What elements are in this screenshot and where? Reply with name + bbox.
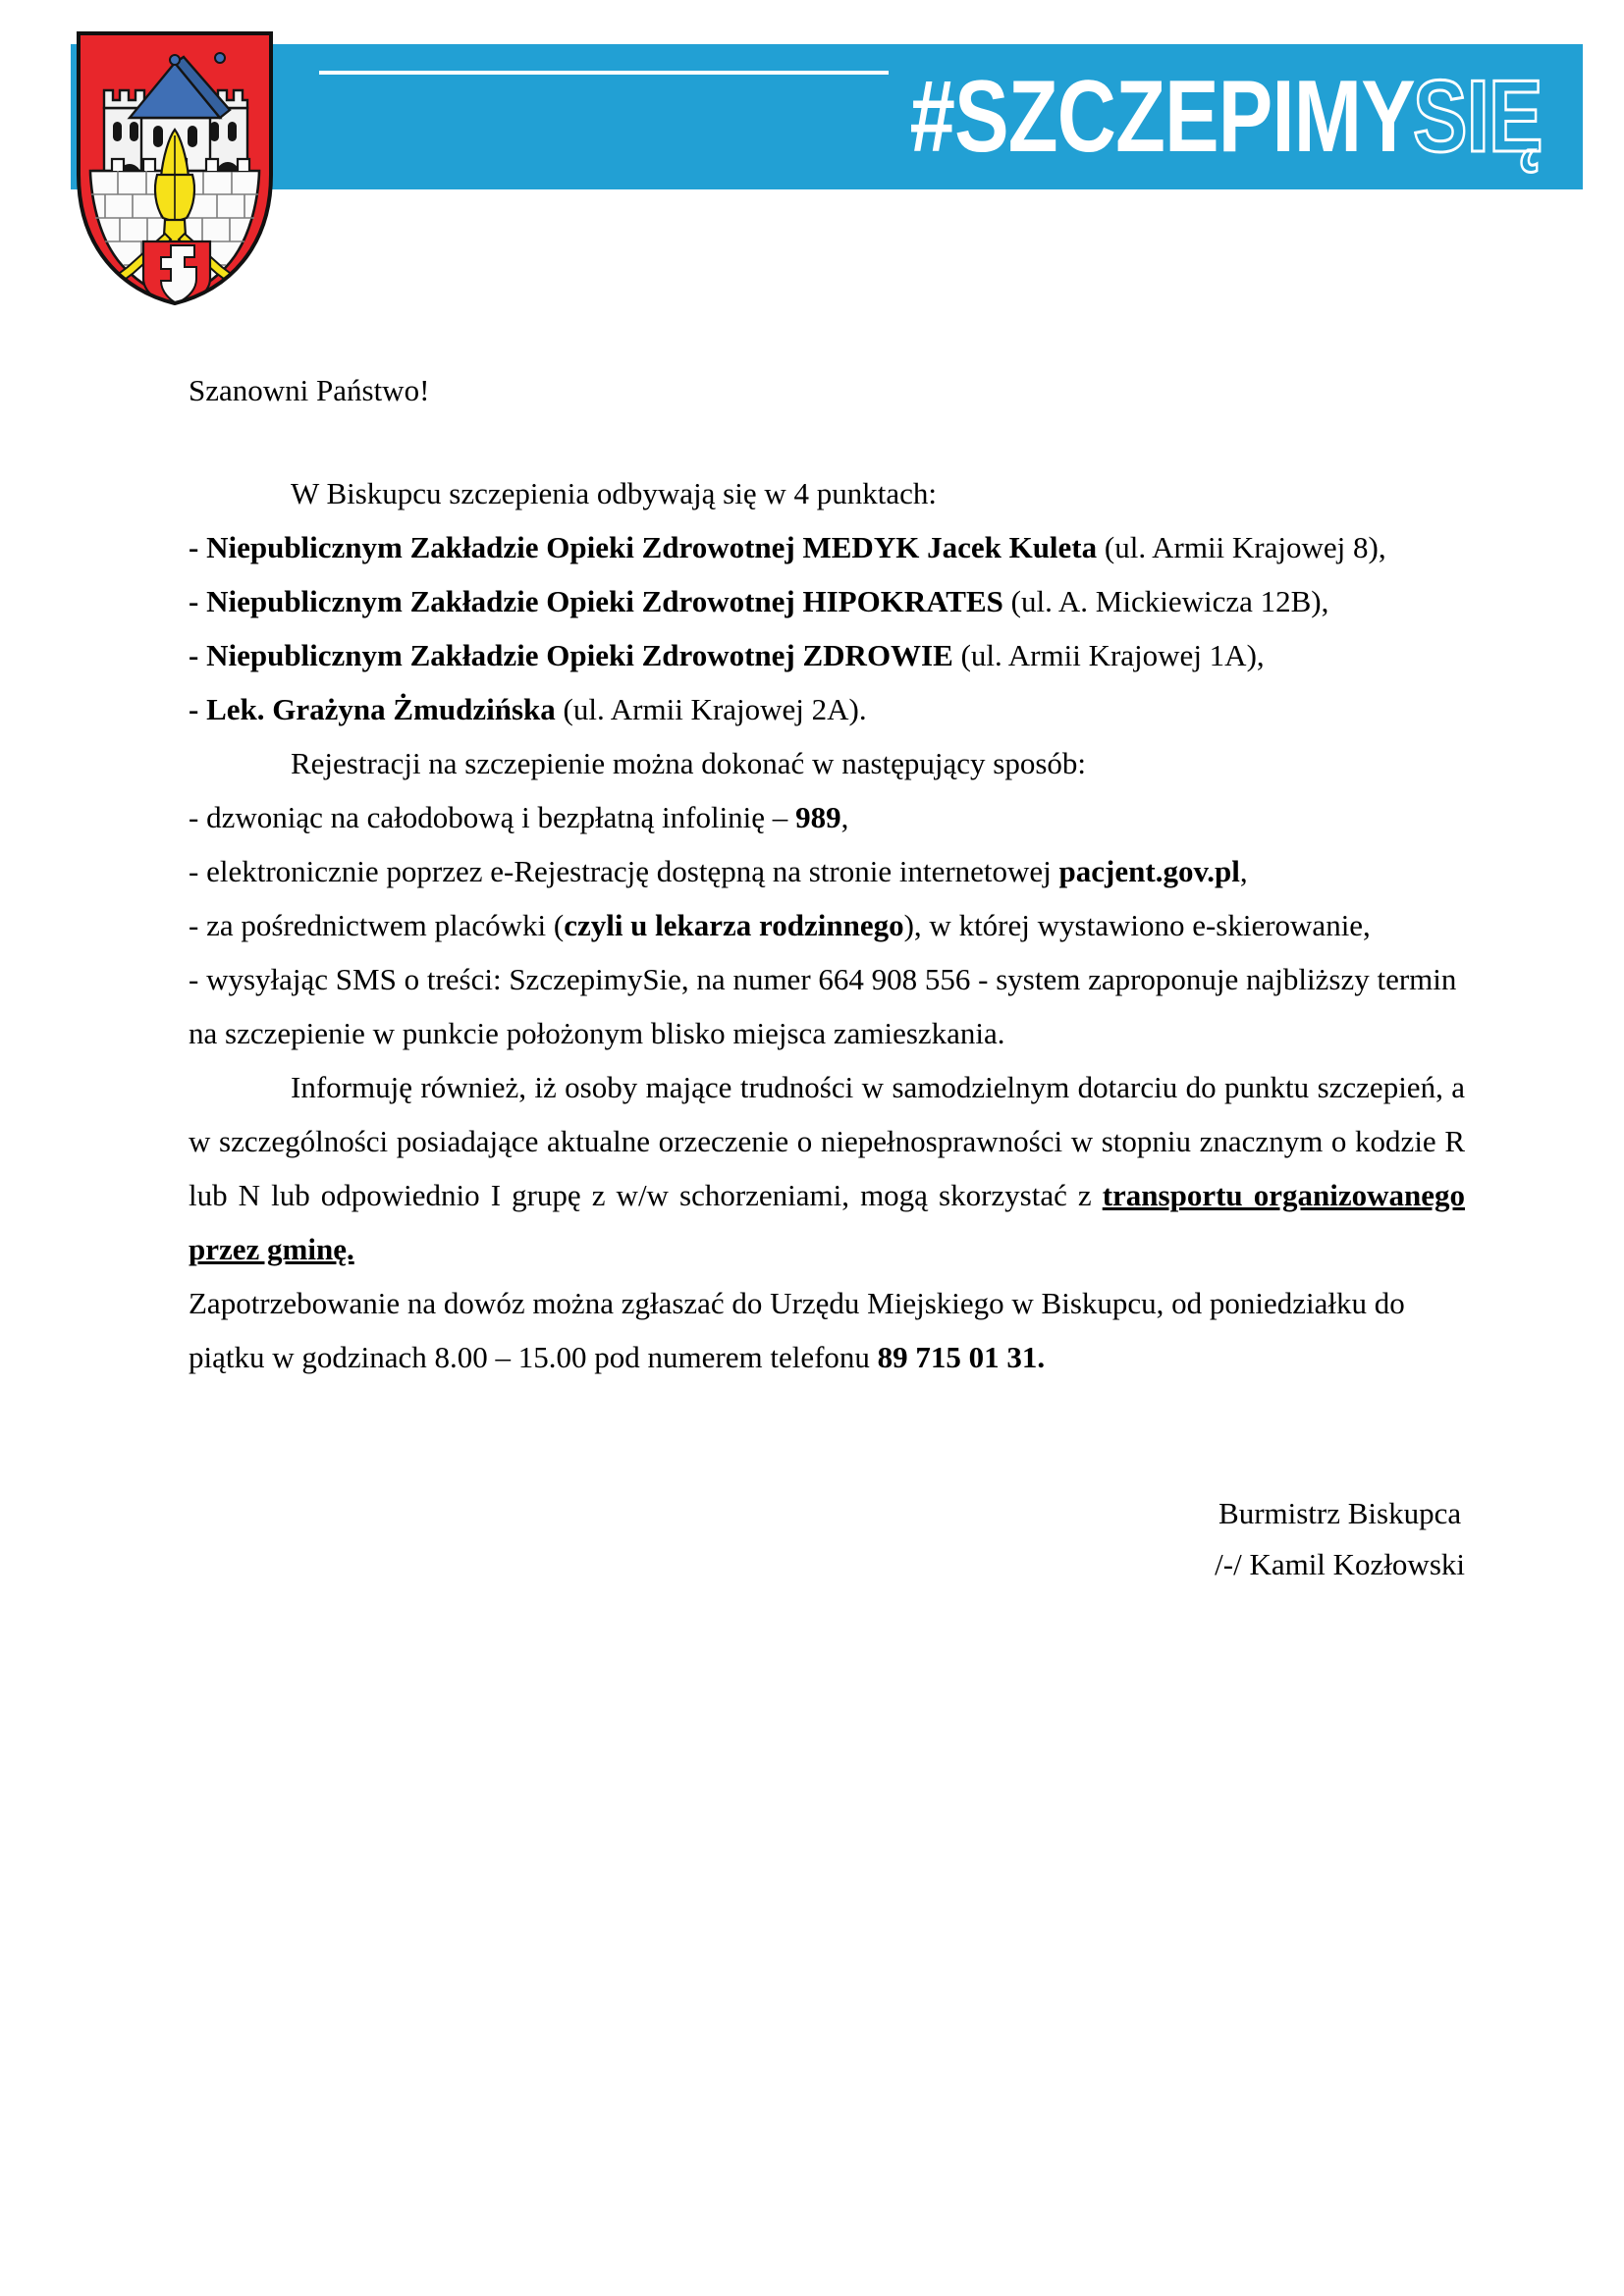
registration-phone-text: - dzwoniąc na całodobową i bezpłatną infolinię – [189, 800, 796, 834]
registration-clinic-suffix: ), w której wystawiono e-skierowanie, [903, 908, 1371, 942]
family-doctor-emphasis: czyli u lekarza rodzinnego [564, 908, 904, 942]
transport-emphasis: transportu organizowanego przez gminę. [189, 1178, 1465, 1266]
header-banner [71, 44, 1583, 189]
signature-block [1215, 1488, 1465, 1590]
hashtag-solid-text: #SZCZEPIMY [909, 60, 1416, 174]
registration-method-online [189, 844, 1465, 898]
hotline-number: 989 [795, 800, 841, 834]
registration-method-clinic [189, 898, 1465, 952]
vaccination-point-3 [189, 628, 1465, 682]
vaccination-point-4 [189, 682, 1465, 736]
contact-paragraph [189, 1276, 1465, 1384]
szczepimy-sie-campaign-logo [784, 60, 1575, 174]
registration-online-text: - elektronicznie poprzez e-Rejestrację dostępną na stronie internetowej [189, 854, 1059, 888]
registration-method-sms: - wysyłając SMS o treści: SzczepimySie, na numer 664 908 556 - system zaproponuje najbliższy termin na szczepienie w punkcie położonym blisko miejsca zamieszkania. [189, 962, 1457, 1050]
biskupiec-coat-of-arms-icon [73, 27, 277, 307]
registration-online-suffix: , [1239, 854, 1248, 888]
transport-paragraph [189, 1060, 1465, 1276]
letter-body [189, 363, 1465, 1384]
office-phone-number: 89 715 01 31. [877, 1340, 1046, 1374]
patient-portal-url[interactable]: pacjent.gov.pl [1058, 854, 1240, 888]
vaccination-point-2 [189, 574, 1465, 628]
registration-method-phone [189, 790, 1465, 844]
registration-clinic-text: - za pośrednictwem placówki ( [189, 908, 565, 942]
registration-heading: Rejestracji na szczepienie można dokonać w następujący sposób: [291, 746, 1087, 780]
vaccination-point-3-address: (ul. Armii Krajowej 1A), [952, 638, 1265, 672]
vaccination-point-3-name: - Niepublicznym Zakładzie Opieki Zdrowotnej ZDROWIE [189, 638, 953, 672]
contact-paragraph-text: Zapotrzebowanie na dowóz można zgłaszać do Urzędu Miejskiego w Biskupcu, od poniedziałku do piątku w godzinach 8.00 – 15.00 pod numerem telefonu [189, 1286, 1405, 1374]
vaccination-point-1-address: (ul. Armii Krajowej 8), [1097, 530, 1386, 564]
vaccination-point-1 [189, 520, 1465, 574]
intro-paragraph: W Biskupcu szczepienia odbywają się w 4 punktach: [291, 476, 937, 510]
vaccination-point-4-name: - Lek. Grażyna Żmudzińska [189, 692, 556, 726]
registration-phone-suffix: , [840, 800, 849, 834]
hashtag-outline-text: SIĘ [1413, 60, 1543, 174]
salutation: Szanowni Państwo! [189, 373, 430, 407]
signatory-name: /-/ Kamil Kozłowski [1215, 1547, 1465, 1581]
signatory-title: Burmistrz Biskupca [1218, 1496, 1462, 1530]
vaccination-point-2-name: - Niepublicznym Zakładzie Opieki Zdrowotnej HIPOKRATES [189, 584, 1003, 618]
transport-paragraph-text: Informuję również, iż osoby mające trudności w samodzielnym dotarciu do punktu szczepień, a w szczególności posiadające aktualne orzeczenie o niepełnosprawności w stopniu znacznym o kodzie R lub N lub odpowiednio I grupę z w/w schorzeniami, mogą skorzystać z [189, 1070, 1465, 1212]
vaccination-point-4-address: (ul. Armii Krajowej 2A). [555, 692, 867, 726]
vaccination-point-2-address: (ul. A. Mickiewicza 12B), [1002, 584, 1329, 618]
vaccination-point-1-name: - Niepublicznym Zakładzie Opieki Zdrowotnej MEDYK Jacek Kuleta [189, 530, 1098, 564]
